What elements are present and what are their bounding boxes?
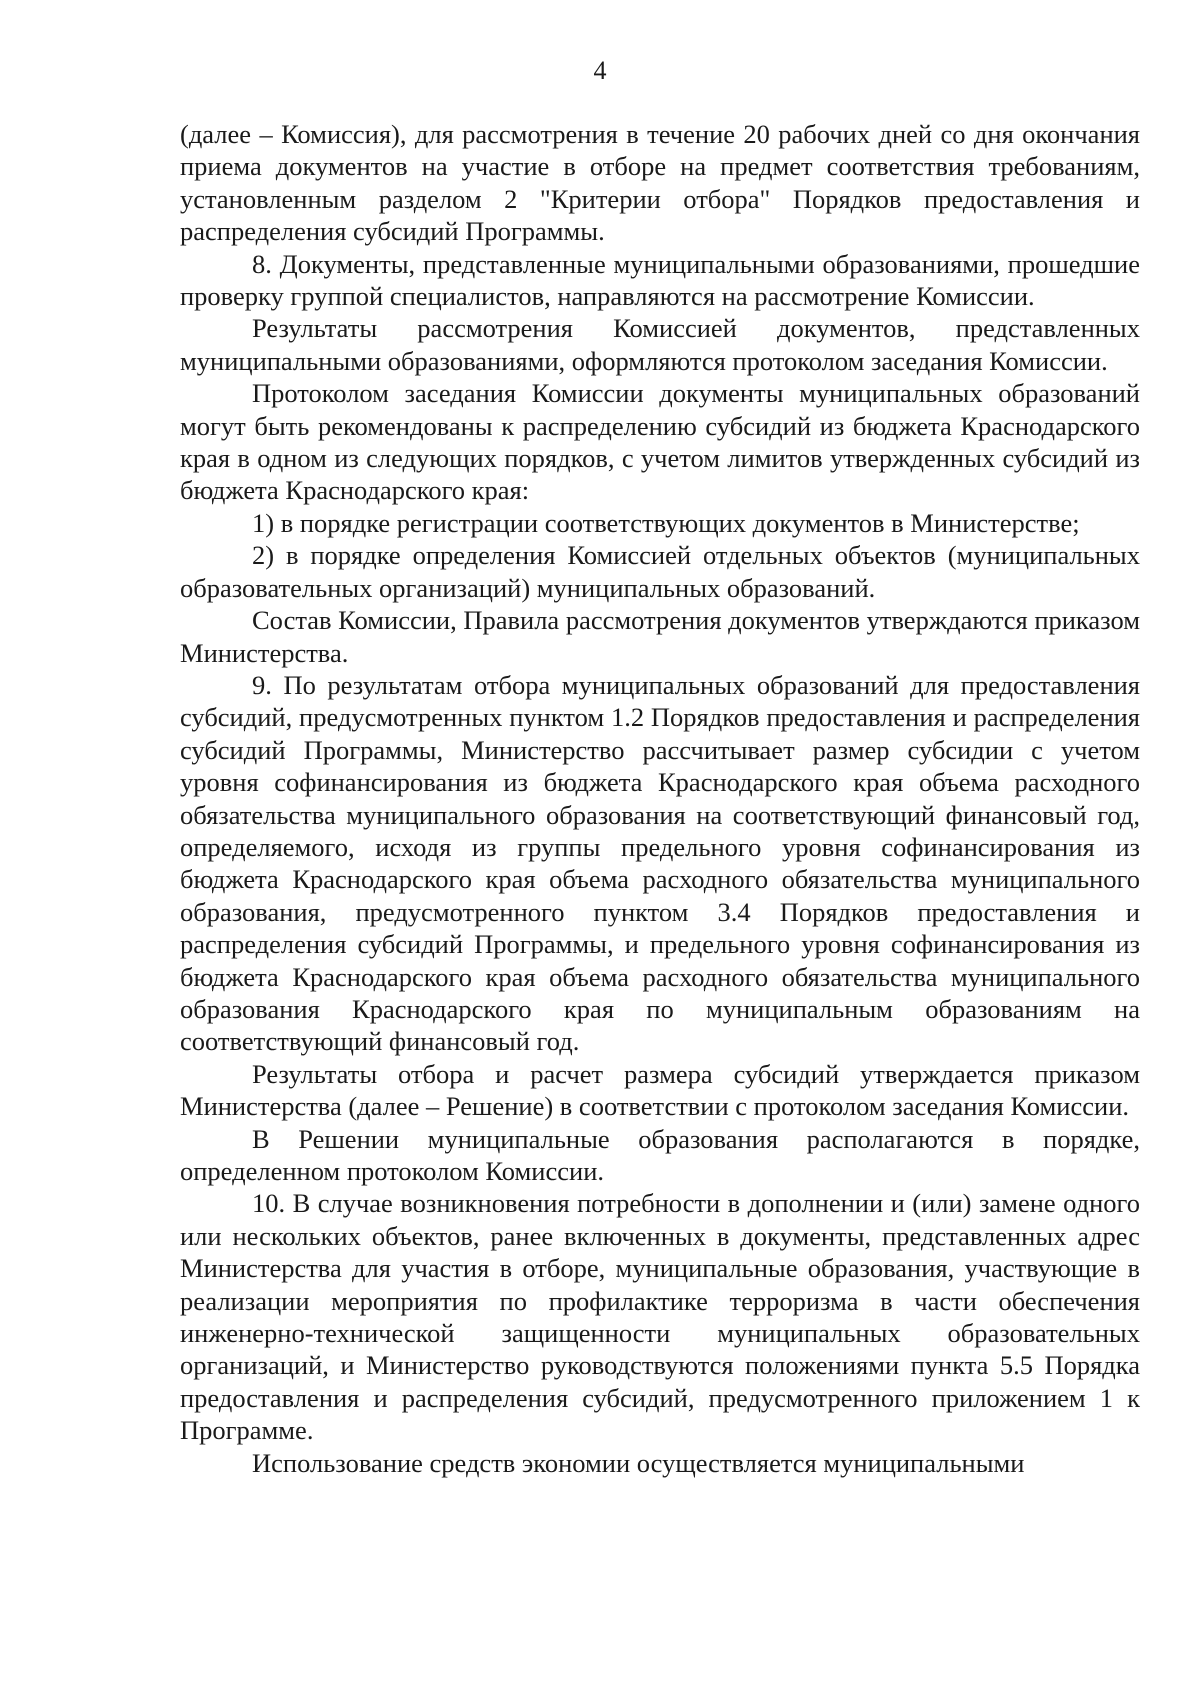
paragraph-commission-composition: Состав Комиссии, Правила рассмотрения документов утверждаются приказом Министерства. xyxy=(180,605,1140,668)
paragraph-item-9: 9. По результатам отбора муниципальных образований для предоставления субсидий, предусмотренных пунктом 1.2 Порядков предоставления и распределения субсидий Программы, Министерство рассчитывает размер субсидии с учетом уровня софинансирования из бюджета Краснодарского края объема расходного обязательства муниципального образования на соответствующий финансовый год, определяемого, исходя из группы предельного уровня софинансирования из бюджета Краснодарского края объема расходного обязательства муниципального образования, предусмотренного пунктом 3.4 Порядков предоставления и распределения субсидий Программы, и предельного уровня софинансирования из бюджета Краснодарского края объема расходного обязательства муниципального образования Краснодарского края по муниципальным образованиям на соответствующий финансовый год. xyxy=(180,669,1140,1057)
page-number: 4 xyxy=(593,56,607,85)
paragraph-decision: Результаты отбора и расчет размера субсидий утверждается приказом Министерства (далее – Решение) в соответствии с протоколом заседания Комиссии. xyxy=(180,1058,1140,1122)
paragraph-commission-continuation: (далее – Комиссия), для рассмотрения в течение 20 рабочих дней со дня окончания приема документов на участие в отборе на предмет соответствия требованиям, установленным разделом 2 "Критерии отбора" Порядков предоставления и распределения субсидий Программы. xyxy=(180,119,1140,247)
list-item-order-2: 2) в порядке определения Комиссией отдельных объектов (муниципальных образовательных организаций) муниципальных образований. xyxy=(180,540,1140,603)
paragraph-results-review: Результаты рассмотрения Комиссией документов, представленных муниципальными образованиями, оформляются протоколом заседания Комиссии. xyxy=(180,313,1140,376)
document-body xyxy=(180,118,1140,1479)
paragraph-savings-usage: Использование средств экономии осуществляется муниципальными xyxy=(252,1447,1025,1478)
paragraph-item-8: 8. Документы, представленные муниципальными образованиями, прошедшие проверку группой специалистов, направляются на рассмотрение Комиссии. xyxy=(180,248,1140,312)
paragraph-decision-order: В Решении муниципальные образования располагаются в порядке, определенном протоколом Комиссии. xyxy=(180,1123,1140,1186)
list-item-order-1: 1) в порядке регистрации соответствующих документов в Министерстве; xyxy=(252,507,1080,538)
paragraph-protocol-recommendation: Протоколом заседания Комиссии документы муниципальных образований могут быть рекомендованы к распределению субсидий из бюджета Краснодарского края в одном из следующих порядков, с учетом лимитов утвержденных субсидий из бюджета Краснодарского края: xyxy=(180,378,1140,506)
paragraph-item-10: 10. В случае возникновения потребности в дополнении и (или) замене одного или нескольких объектов, ранее включенных в документы, представленных адрес Министерства для участия в отборе, муниципальные образования, участвующие в реализации мероприятия по профилактике терроризма в части обеспечения инженерно-технической защищенности муниципальных образовательных организаций, и Министерство руководствуются положениями пункта 5.5 Порядка предоставления и распределения субсидий, предусмотренного приложением 1 к Программе. xyxy=(180,1188,1140,1446)
